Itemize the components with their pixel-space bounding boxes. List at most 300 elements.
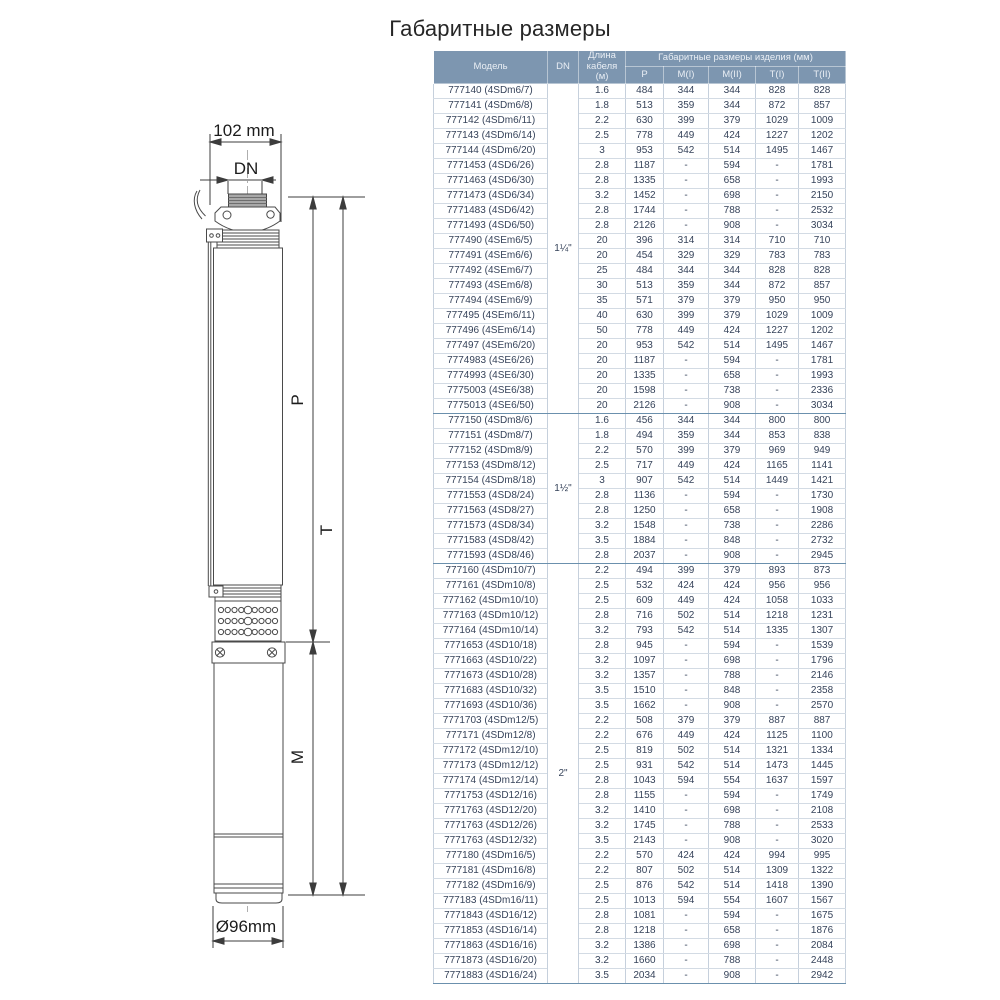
table-row: [434, 939, 846, 954]
cell-t2: 1307: [799, 624, 846, 639]
cell-m1: 542: [664, 474, 709, 489]
cell-model: 7771473 (4SD6/34): [434, 189, 548, 204]
cell-m1: -: [664, 819, 709, 834]
cell-t2: 1009: [799, 114, 846, 129]
cell-t2: 1231: [799, 609, 846, 624]
cell-t2: 2570: [799, 699, 846, 714]
cell-t2: 1796: [799, 654, 846, 669]
cell-t1: 872: [756, 99, 799, 114]
cell-m2: 379: [709, 114, 756, 129]
cell-m1: -: [664, 969, 709, 984]
cell-t2: 1908: [799, 504, 846, 519]
cell-m1: 449: [664, 129, 709, 144]
cell-cable: 2.8: [579, 504, 626, 519]
cell-cable: 2.8: [579, 639, 626, 654]
cell-t1: 872: [756, 279, 799, 294]
cell-t2: 1781: [799, 354, 846, 369]
table-row: [434, 534, 846, 549]
cell-t1: 1125: [756, 729, 799, 744]
cell-cable: 20: [579, 354, 626, 369]
pump-body: [214, 248, 283, 585]
cell-m2: 424: [709, 129, 756, 144]
cell-m2: 344: [709, 279, 756, 294]
cell-model: 777142 (4SDm6/11): [434, 114, 548, 129]
cell-t1: -: [756, 954, 799, 969]
cell-cable: 3.5: [579, 699, 626, 714]
cell-m2: 658: [709, 369, 756, 384]
cell-m2: 424: [709, 729, 756, 744]
cell-t1: 1495: [756, 339, 799, 354]
cell-cable: 1.8: [579, 99, 626, 114]
cell-m1: 542: [664, 879, 709, 894]
cell-t2: 828: [799, 84, 846, 99]
table-row: [434, 174, 846, 189]
cell-p: 807: [626, 864, 664, 879]
cell-m2: 514: [709, 744, 756, 759]
cell-model: 7771593 (4SD8/46): [434, 549, 548, 564]
cell-m1: 449: [664, 459, 709, 474]
cell-m2: 908: [709, 969, 756, 984]
cell-t1: -: [756, 549, 799, 564]
dim-label-dn: DN: [233, 159, 259, 178]
cell-t2: 2286: [799, 519, 846, 534]
table-row: [434, 444, 846, 459]
cell-t2: 2358: [799, 684, 846, 699]
cell-m1: -: [664, 384, 709, 399]
cell-t1: -: [756, 354, 799, 369]
cell-t1: 950: [756, 294, 799, 309]
cell-model: 777152 (4SDm8/9): [434, 444, 548, 459]
cell-t1: 1029: [756, 309, 799, 324]
cell-cable: 2.8: [579, 174, 626, 189]
cell-t2: 1033: [799, 594, 846, 609]
cell-m2: 344: [709, 99, 756, 114]
cell-p: 1335: [626, 174, 664, 189]
dim-label-p: P: [288, 394, 307, 406]
cell-t2: 1202: [799, 324, 846, 339]
cell-t2: 2108: [799, 804, 846, 819]
cell-p: 2034: [626, 969, 664, 984]
cell-cable: 2.5: [579, 129, 626, 144]
cell-m2: 788: [709, 204, 756, 219]
table-row: [434, 849, 846, 864]
cell-m2: 314: [709, 234, 756, 249]
cell-cable: 2.2: [579, 444, 626, 459]
cell-t2: 838: [799, 429, 846, 444]
cell-m1: -: [664, 909, 709, 924]
cell-p: 484: [626, 264, 664, 279]
cell-p: 532: [626, 579, 664, 594]
cell-t2: 1467: [799, 144, 846, 159]
cell-m1: -: [664, 159, 709, 174]
cell-m2: 514: [709, 864, 756, 879]
cell-p: 778: [626, 129, 664, 144]
table-row: [434, 354, 846, 369]
cell-model: 7771663 (4SD10/22): [434, 654, 548, 669]
cell-m1: -: [664, 534, 709, 549]
cell-t1: 1473: [756, 759, 799, 774]
cell-cable: 20: [579, 249, 626, 264]
cell-m2: 908: [709, 699, 756, 714]
cell-dn-group: 2": [548, 564, 579, 984]
cell-t2: 1100: [799, 729, 846, 744]
cell-t2: 1730: [799, 489, 846, 504]
table-row: [434, 399, 846, 414]
cell-model: 777493 (4SEm6/8): [434, 279, 548, 294]
cell-t1: 1637: [756, 774, 799, 789]
cell-p: 1662: [626, 699, 664, 714]
cell-m1: 542: [664, 339, 709, 354]
table-row: [434, 519, 846, 534]
cell-model: 777174 (4SDm12/14): [434, 774, 548, 789]
cell-model: 777151 (4SDm8/7): [434, 429, 548, 444]
cell-m2: 514: [709, 879, 756, 894]
table-row: [434, 114, 846, 129]
cell-cable: 2.8: [579, 774, 626, 789]
cell-t2: 1567: [799, 894, 846, 909]
cell-m2: 344: [709, 429, 756, 444]
cell-m2: 848: [709, 684, 756, 699]
cell-m1: 542: [664, 624, 709, 639]
cell-m2: 658: [709, 174, 756, 189]
cell-t1: 1227: [756, 324, 799, 339]
cell-p: 676: [626, 729, 664, 744]
cell-p: 778: [626, 324, 664, 339]
cell-p: 1043: [626, 774, 664, 789]
motor-body: [214, 663, 283, 893]
table-row: [434, 954, 846, 969]
cell-cable: 2.8: [579, 909, 626, 924]
table-row: [434, 804, 846, 819]
column-header-dn: DN: [548, 51, 579, 84]
cell-cable: 3.5: [579, 969, 626, 984]
cell-m2: 379: [709, 444, 756, 459]
cell-p: 931: [626, 759, 664, 774]
cell-dn-group: 1¼": [548, 84, 579, 414]
cell-p: 1097: [626, 654, 664, 669]
cell-t2: 2532: [799, 204, 846, 219]
table-row: [434, 309, 846, 324]
table-row: [434, 384, 846, 399]
cell-m1: 424: [664, 579, 709, 594]
cell-model: 7771763 (4SD12/20): [434, 804, 548, 819]
table-row: [434, 324, 846, 339]
cell-t2: 2448: [799, 954, 846, 969]
cell-model: 7774993 (4SE6/30): [434, 369, 548, 384]
cell-m1: 502: [664, 609, 709, 624]
cell-cable: 2.5: [579, 459, 626, 474]
cell-p: 2037: [626, 549, 664, 564]
table-row: [434, 234, 846, 249]
cell-m2: 594: [709, 354, 756, 369]
cell-m2: 344: [709, 84, 756, 99]
cell-p: 2126: [626, 399, 664, 414]
cell-t2: 1597: [799, 774, 846, 789]
cell-m1: 542: [664, 144, 709, 159]
cell-m2: 788: [709, 819, 756, 834]
pump-dimension-drawing: [0, 0, 420, 1000]
cell-t2: 1334: [799, 744, 846, 759]
cell-m2: 379: [709, 309, 756, 324]
cell-m1: 502: [664, 744, 709, 759]
cell-p: 1410: [626, 804, 664, 819]
cell-m2: 514: [709, 339, 756, 354]
cell-m1: 379: [664, 714, 709, 729]
cell-p: 1510: [626, 684, 664, 699]
cell-model: 7771653 (4SD10/18): [434, 639, 548, 654]
cell-m2: 554: [709, 894, 756, 909]
cell-m2: 514: [709, 759, 756, 774]
cell-t2: 2945: [799, 549, 846, 564]
cell-model: 7771843 (4SD16/12): [434, 909, 548, 924]
cell-model: 777143 (4SDm6/14): [434, 129, 548, 144]
cell-cable: 2.2: [579, 564, 626, 579]
table-row: [434, 504, 846, 519]
table-row: [434, 789, 846, 804]
cell-model: 777160 (4SDm10/7): [434, 564, 548, 579]
table-row: [434, 564, 846, 579]
cell-t2: 1749: [799, 789, 846, 804]
cell-t2: 800: [799, 414, 846, 429]
cell-model: 777490 (4SEm6/5): [434, 234, 548, 249]
cell-t2: 1781: [799, 159, 846, 174]
cell-p: 1335: [626, 369, 664, 384]
cell-m2: 658: [709, 924, 756, 939]
cell-model: 777181 (4SDm16/8): [434, 864, 548, 879]
cell-p: 1155: [626, 789, 664, 804]
cell-m2: 908: [709, 549, 756, 564]
cell-m1: 399: [664, 114, 709, 129]
cell-m2: 738: [709, 384, 756, 399]
cell-t1: -: [756, 204, 799, 219]
cell-m1: -: [664, 684, 709, 699]
cell-p: 513: [626, 99, 664, 114]
cell-cable: 2.5: [579, 579, 626, 594]
cell-t1: 1165: [756, 459, 799, 474]
cell-p: 494: [626, 564, 664, 579]
column-header-m2: M(II): [709, 67, 756, 84]
cell-model: 7771763 (4SD12/32): [434, 834, 548, 849]
cell-model: 7771853 (4SD16/14): [434, 924, 548, 939]
cell-m1: -: [664, 804, 709, 819]
column-header-t2: T(II): [799, 67, 846, 84]
cell-m2: 514: [709, 624, 756, 639]
cell-t1: 1335: [756, 624, 799, 639]
cell-t1: 828: [756, 264, 799, 279]
cell-m1: -: [664, 699, 709, 714]
cell-t1: -: [756, 639, 799, 654]
cell-m1: 379: [664, 294, 709, 309]
cell-model: 777164 (4SDm10/14): [434, 624, 548, 639]
cell-p: 630: [626, 309, 664, 324]
cell-p: 1187: [626, 159, 664, 174]
cable-curve: [197, 190, 205, 216]
cell-cable: 3.2: [579, 654, 626, 669]
cell-model: 7771573 (4SD8/34): [434, 519, 548, 534]
cell-model: 777140 (4SDm6/7): [434, 84, 548, 99]
cell-m2: 698: [709, 654, 756, 669]
cell-t1: 1321: [756, 744, 799, 759]
cell-model: 777183 (4SDm16/11): [434, 894, 548, 909]
cell-m2: 424: [709, 324, 756, 339]
cell-t1: -: [756, 819, 799, 834]
cell-m1: -: [664, 519, 709, 534]
cell-t2: 3034: [799, 399, 846, 414]
cell-m1: -: [664, 489, 709, 504]
cell-t2: 950: [799, 294, 846, 309]
table-row: [434, 99, 846, 114]
cell-model: 777153 (4SDm8/12): [434, 459, 548, 474]
cell-p: 907: [626, 474, 664, 489]
bottom-cap: [216, 893, 282, 903]
cell-m2: 514: [709, 144, 756, 159]
cell-m1: -: [664, 939, 709, 954]
cell-m2: 594: [709, 159, 756, 174]
cell-cable: 2.8: [579, 204, 626, 219]
cell-m1: -: [664, 369, 709, 384]
cell-t2: 783: [799, 249, 846, 264]
cell-t1: 1227: [756, 129, 799, 144]
table-row: [434, 834, 846, 849]
table-row: [434, 729, 846, 744]
cell-m2: 514: [709, 474, 756, 489]
cell-m1: -: [664, 354, 709, 369]
cell-model: 7771583 (4SD8/42): [434, 534, 548, 549]
cell-p: 396: [626, 234, 664, 249]
cell-t1: -: [756, 504, 799, 519]
cell-p: 1081: [626, 909, 664, 924]
cell-cable: 1.8: [579, 429, 626, 444]
cell-model: 777496 (4SEm6/14): [434, 324, 548, 339]
cell-m1: -: [664, 204, 709, 219]
cell-t2: 857: [799, 279, 846, 294]
column-header-cable: Длина кабеля (м): [579, 51, 626, 84]
cell-t1: 853: [756, 429, 799, 444]
cell-p: 508: [626, 714, 664, 729]
table-row: [434, 279, 846, 294]
cell-p: 570: [626, 849, 664, 864]
cell-m1: 344: [664, 414, 709, 429]
cell-m1: 359: [664, 429, 709, 444]
cell-cable: 3.2: [579, 669, 626, 684]
cell-model: 7775003 (4SE6/38): [434, 384, 548, 399]
cell-cable: 2.8: [579, 219, 626, 234]
cell-t2: 2942: [799, 969, 846, 984]
table-row: [434, 219, 846, 234]
cell-t1: 710: [756, 234, 799, 249]
cell-cable: 20: [579, 369, 626, 384]
cell-t2: 3034: [799, 219, 846, 234]
cell-cable: 3: [579, 474, 626, 489]
cell-p: 1548: [626, 519, 664, 534]
cell-cable: 3.2: [579, 519, 626, 534]
cell-model: 7771863 (4SD16/16): [434, 939, 548, 954]
table-body: [434, 84, 846, 984]
cell-m1: 502: [664, 864, 709, 879]
cell-p: 1660: [626, 954, 664, 969]
cell-m2: 698: [709, 804, 756, 819]
cell-p: 571: [626, 294, 664, 309]
cell-cable: 20: [579, 384, 626, 399]
column-header-t1: T(I): [756, 67, 799, 84]
cell-t2: 1993: [799, 174, 846, 189]
cell-m2: 424: [709, 459, 756, 474]
cell-t2: 3020: [799, 834, 846, 849]
table-row: [434, 84, 846, 99]
cell-t1: -: [756, 804, 799, 819]
table-row: [434, 264, 846, 279]
cell-t2: 1993: [799, 369, 846, 384]
cell-model: 777172 (4SDm12/10): [434, 744, 548, 759]
cell-model: 777180 (4SDm16/5): [434, 849, 548, 864]
cell-p: 1187: [626, 354, 664, 369]
cell-t1: -: [756, 489, 799, 504]
cell-t2: 949: [799, 444, 846, 459]
cell-m1: -: [664, 954, 709, 969]
cell-model: 7771883 (4SD16/24): [434, 969, 548, 984]
cell-t1: 1058: [756, 594, 799, 609]
cell-t1: -: [756, 384, 799, 399]
cell-model: 777491 (4SEm6/6): [434, 249, 548, 264]
table-row: [434, 609, 846, 624]
cell-m2: 698: [709, 189, 756, 204]
cell-t1: -: [756, 699, 799, 714]
cell-p: 609: [626, 594, 664, 609]
cell-p: 945: [626, 639, 664, 654]
cell-cable: 3.2: [579, 189, 626, 204]
cell-t2: 2150: [799, 189, 846, 204]
cell-p: 1013: [626, 894, 664, 909]
cell-m1: 399: [664, 564, 709, 579]
cell-cable: 2.2: [579, 849, 626, 864]
cell-model: 7771563 (4SD8/27): [434, 504, 548, 519]
cell-t1: -: [756, 519, 799, 534]
cell-cable: 2.2: [579, 114, 626, 129]
cell-cable: 2.8: [579, 489, 626, 504]
dim-label-width: 102 mm: [213, 121, 275, 140]
cell-cable: 3.2: [579, 624, 626, 639]
cell-t1: 783: [756, 249, 799, 264]
table-row: [434, 294, 846, 309]
cell-m2: 594: [709, 489, 756, 504]
table-row: [434, 159, 846, 174]
cell-t1: -: [756, 789, 799, 804]
table-row: [434, 594, 846, 609]
cell-t2: 956: [799, 579, 846, 594]
cell-t2: 1467: [799, 339, 846, 354]
cell-cable: 3: [579, 144, 626, 159]
cell-m1: 314: [664, 234, 709, 249]
column-header-m1: M(I): [664, 67, 709, 84]
table-row: [434, 189, 846, 204]
cell-t1: 1607: [756, 894, 799, 909]
cell-model: 777141 (4SDm6/8): [434, 99, 548, 114]
cell-p: 1884: [626, 534, 664, 549]
cell-cable: 3.5: [579, 834, 626, 849]
cell-cable: 2.2: [579, 864, 626, 879]
cell-m2: 594: [709, 789, 756, 804]
cell-t1: 1309: [756, 864, 799, 879]
cell-model: 7771873 (4SD16/20): [434, 954, 548, 969]
cell-t2: 1141: [799, 459, 846, 474]
table-row: [434, 624, 846, 639]
cell-m2: 554: [709, 774, 756, 789]
cell-m2: 908: [709, 219, 756, 234]
table-row: [434, 549, 846, 564]
cell-p: 1744: [626, 204, 664, 219]
table-row: [434, 429, 846, 444]
table-row: [434, 714, 846, 729]
